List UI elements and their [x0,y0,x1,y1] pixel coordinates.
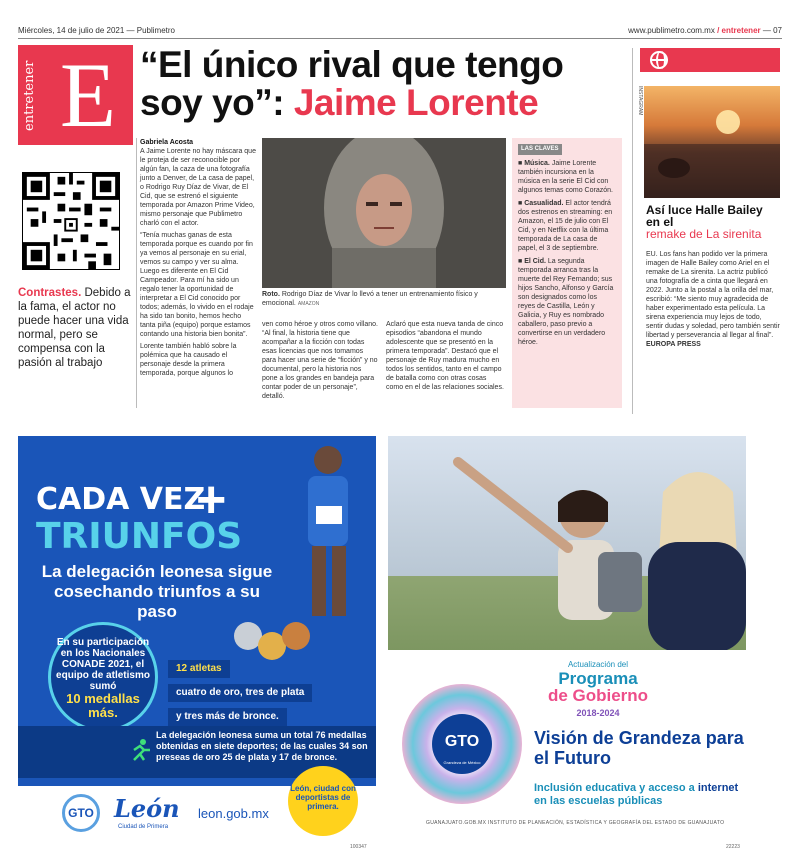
right-headline-main: Así luce Halle Bailey en el [646,203,763,229]
header-date: Miércoles, 14 de julio de 2021 — Publimetro [18,26,175,35]
key-point: ■ Casualidad. El actor tendrá dos estrenos en streaming: en Amazon, el 15 de julio con El Cid, y en Netflix con la última temporada de La casa de papel, el 3 de septiembre. [518,200,613,252]
leon-logo-sub: Ciudad de Primera [118,824,169,830]
left-caption-text: Debido a la fama, el actor no puede hacer una vida normal, pero se compensa con la pasión al trabajo [18,287,131,369]
article-paragraph: A Jaime Lorente no hay máscara que le proteja de ser reconocible por algún fan, la caza de una fotografía junto a Denver, de La casa de papel, o Rodrigo Ruy Díaz de Vivar, de El Cid, que se estrenó el siguiente temporada por Amazon Prime Video, mismo personaje que Publimetro charló con el actor. [140,148,256,227]
article-paragraph: “Tenía muchas ganas de esta temporada porque es cuando por fin ya vemos al personaje en su erial, vemos su campo y ver su alma. Luego es diferente en El Cid Campeador. Para mí ha sido un regalo tener la oportunidad de interpretar a El Cid conocido por todos; además, lo vivido en el rodaje ha sido tan bonito, hemos hecho tanta piña (equipo) porque estamos contando una historia bien bonita”. [140,232,254,338]
right-headline [646,204,780,240]
header-right [628,26,782,35]
ad-inclusion-part1: Inclusión educativa y acceso a [534,782,698,794]
ad-circle-highlight: 10 medallas más. [66,691,140,720]
article-paragraph: Lorente también habló sobre la polémica que ha causado el personaje desde la primera temporada, porque algunos lo [140,343,237,377]
right-photo-credit: INSTAGRAM [637,86,643,116]
key-points-box [512,138,622,408]
article-byline: Gabriela Acosta [140,139,194,146]
ad-title-line2: TRIUNFOS [36,516,243,557]
key-point-title: El Cid. [524,258,546,265]
key-points-label: LAS CLAVES [518,144,562,155]
mermaid-photo [644,86,780,198]
photo-caption [262,290,506,309]
right-body-credit: EUROPA PRESS [646,341,701,348]
key-point: ■ El Cid. La segunda temporada arranca tras la muerte del Rey Fernando; sus hijos Sancho, Alfonso y García son designados como los reyes de Castilla, León y Galicia, y Ruy es nombrado caballero, paso previo a convertirse en un verdadero héroe. [518,258,614,346]
header-url[interactable]: www.publimetro.com.mx [628,26,715,35]
ad-update-label: Actualización del [567,660,629,669]
key-point-text: El actor tendrá dos estrenos en streaming: en Amazon, el 15 de julio con El Cid, y en Netflix con la última temporada de La casa de papel, el 3 de septiembre. [518,200,613,252]
photo-credit: AMAZON [297,301,320,307]
ad-pill: 12 atletas [168,660,230,678]
right-headline-accent: remake de La sirenita [646,227,762,241]
ad-circle-text: En su participación en los Nacionales CONADE 2021, el equipo de atletismo sumó [56,637,150,692]
right-body [646,250,780,349]
article-paragraph: ven como héroe y otros como villano. “Al final, la historia tiene que acompañar a la ficción con todas esas licencias que nos tomamos para hacer una serie de “ficción” y no documental, pero la historia nos pone a los grandes en bandeja para contar poder de un personaje”, detalló. [262,321,378,400]
leon-url-link[interactable]: leon.gob.mx [198,806,269,821]
qr-code-graphic [23,173,119,269]
left-caption-lead: Contrastes. [18,287,82,299]
article-paragraph: Aclaró que esta nueva tanda de cinco episodios “abandona el mundo adolescente que se presentó en la primera temporada”. Destacó que el personaje de Ruy madura mucho en todos los sentidos, tanto en el campo de batalla como con otras cosas como en el de las relaciones sociales. [386,321,504,391]
ad-inclusion-part2: internet [697,782,739,794]
ad-pill: cuatro de oro, tres de plata [168,684,312,702]
qr-code[interactable] [22,172,120,270]
key-point-title: Casualidad. [524,200,564,207]
leon-logo: León [114,794,180,823]
ad-inclusion-text [534,782,744,808]
ad-program-line2: de Gobierno [547,686,649,705]
key-point: ■ Música. Jaime Lorente también incursiona en la música en la serie El Cid con algunos temas como Corazón. [518,160,613,194]
headline-quote: “El único rival que tengo soy yo”: [140,44,564,123]
left-caption [18,286,133,370]
key-point-text: La segunda temporada arranca tras la muerte del Rey Fernando; sus hijos Sancho, Alfonso y García son designados como los reyes de Castilla, León y Galicia, y Ruy es nombrado caballero, paso previo a convertirse en un verdadero héroe. [518,258,614,346]
runner-icon [128,738,152,762]
right-body-text: EU. Los fans han podido ver la primera imagen de Halle Bailey como Ariel en el remake de La sirenita. La actriz publicó una fotografía de a cinta que llegará en 2022. Junto a la postal a la orilla del mar, escribió: “Me siento muy agradecida de haber experimentado esta película. La sirena experiencia muy lejos de todo, sentir dudas y soledad, pero también sentir libertad y perseverancia al llegar al final”. [646,251,780,339]
world-section-bar [640,48,780,72]
header-rule [18,38,782,39]
header-section: / entretener [717,26,761,35]
section-logo [18,45,133,145]
gto-logo-sub: Grandeza de México [443,760,481,765]
ad-inclusion-part3: en las escuelas públicas [534,795,663,807]
sunset-beach-image [644,86,780,198]
ad-title-line1: CADA VEZ [36,482,206,517]
column-divider [632,48,633,414]
ad-subtitle: La delegación leonesa sigue cosechando triunfos a su paso [41,562,273,621]
column-divider [136,138,137,408]
ad-pill: y tres más de bronce. [168,708,287,726]
athlete-image [268,436,376,726]
ad-program-dates: 2018-2024 [576,708,620,718]
gto-government-ad[interactable] [388,436,746,842]
leon-ad[interactable] [18,436,376,842]
article-column-1 [140,138,258,378]
ad-footer[interactable]: GUANAJUATO.GOB.MX INSTITUTO DE PLANEACIÓN, ESTADÍSTICA Y GEOGRAFÍA DEL ESTADO DE GUANAJUATO [426,820,725,826]
ad-code: 100347 [350,844,367,850]
knight-portrait-image [262,138,506,288]
photo-caption-text: Rodrigo Díaz de Vivar lo llevó a tener un entrenamiento físico y emocional. [262,291,478,307]
section-logo-label: entretener [22,60,37,132]
ad-bottom-text: La delegación leonesa suma un total 76 medallas obtenidas en siete deportes; de las cuales 34 son preseas de oro 25 de plata y 17 de bronce. [156,730,368,762]
headline-name: Jaime Lorente [293,82,539,123]
ad-slogan-circle: León, ciudad con deportistas de primera. [288,766,358,836]
page-header [18,26,782,38]
gto-logo: GTO [432,714,492,774]
article-headline [140,46,620,122]
ad-vision-heading: Visión de Grandeza para el Futuro [534,728,744,768]
header-page: — 07 [762,26,782,35]
photo-caption-lead: Roto. [262,291,280,298]
article-column-3 [386,320,504,392]
article-column-2 [262,320,378,401]
key-point-text: Jaime Lorente también incursiona en la música en la serie El Cid con algunos temas como Corazón. [518,160,613,194]
article-photo [262,138,506,288]
ad-stat-circle [48,622,158,732]
mother-daughter-image [448,452,746,652]
ad-program-line1: Programa [558,669,638,688]
globe-icon [650,51,668,69]
gto-logo: GTO [62,794,100,832]
key-point-title: Música. [524,160,550,167]
bronze-medal-icon [282,622,310,650]
ad-code: 22223 [726,844,740,850]
ad-program-title [536,670,660,704]
ad-plus-sign: + [196,471,227,529]
section-logo-letter: E [59,44,117,146]
